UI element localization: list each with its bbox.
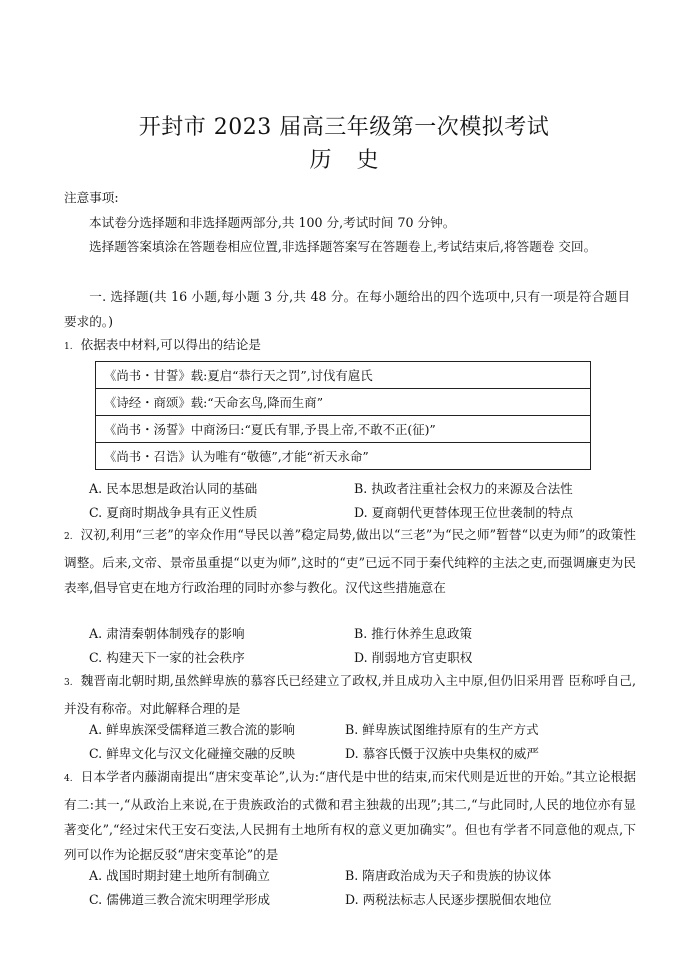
exam-title: 开封市 2023 届高三年级第一次模拟考试 xyxy=(138,115,550,140)
table-cell: 《尚书・甘誓》载:夏启“恭行天之罚”,讨伐有扈氏 xyxy=(96,362,591,389)
option-c[interactable]: C. 夏商时期战争具有正义性质 xyxy=(89,505,258,520)
option-b[interactable]: B. 隋唐政治成为天子和贵族的协议体 xyxy=(345,868,552,883)
question-2-stem: 2. 汉初,利用“三老”的宰众作用“导民以善”稳定局势,做出以“三老”为“民之师”暂替“以吏为师”的政策性调整。后来,文帝、景帝虽重提“以吏为师”,这时的“吏”已远不同于秦代纯粹的主法之吏,而强调廉吏为民表率,倡导官吏在地方行政治理的同时亦参与教化。汉代这些措施意在 xyxy=(64,527,636,595)
table-row xyxy=(96,416,591,443)
question-number: 3. xyxy=(64,678,73,688)
option-d[interactable]: D. 两税法标志人民逐步摆脱佃农地位 xyxy=(345,892,552,907)
question-number: 1. xyxy=(64,342,73,352)
option-a[interactable]: A. 战国时期封建土地所有制确立 xyxy=(89,868,270,883)
option-b[interactable]: B. 执政者注重社会权力的来源及合法性 xyxy=(354,481,573,496)
table-row xyxy=(96,443,591,470)
notice-line-2: 选择题答案填涂在答题卷相应位置,非选择题答案写在答题卷上,考试结束后,将答题卷 交回。 xyxy=(89,239,597,254)
option-d[interactable]: D. 夏商朝代更替体现王位世袭制的特点 xyxy=(354,505,574,520)
table-cell: 《尚书・汤誓》中商汤曰:“夏氏有罪,予畏上帝,不敢不正(征)” xyxy=(96,416,591,443)
source-table xyxy=(95,361,591,470)
table-row xyxy=(96,389,591,416)
question-number: 2. xyxy=(64,532,73,542)
table-cell: 《诗经・商颂》载:“天命玄鸟,降而生商” xyxy=(96,389,591,416)
option-d[interactable]: D. 慕容氏慑于汉族中央集权的威严 xyxy=(345,746,539,761)
section-heading: 一. 选择题(共 16 小题,每小题 3 分,共 48 分。在每小题给出的四个选项中,只有一项是符合题目要求的。) xyxy=(64,289,630,329)
question-1-stem: 1. 依据表中材料,可以得出的结论是 xyxy=(64,337,261,352)
option-c[interactable]: C. 构建天下一家的社会秩序 xyxy=(89,650,245,665)
option-c[interactable]: C. 鲜卑文化与汉文化碰撞交融的反映 xyxy=(89,746,296,761)
option-d[interactable]: D. 削弱地方官吏职权 xyxy=(354,650,473,665)
notice-line-1: 本试卷分选择题和非选择题两部分,共 100 分,考试时间 70 分钟。 xyxy=(89,215,456,230)
option-b[interactable]: B. 推行休养生息政策 xyxy=(354,626,473,641)
question-number: 4. xyxy=(64,774,73,784)
option-a[interactable]: A. 肃清秦朝体制残存的影响 xyxy=(89,626,245,641)
option-a[interactable]: A. 民本思想是政治认同的基础 xyxy=(89,481,258,496)
notice-heading: 注意事项: xyxy=(64,190,119,205)
table-row xyxy=(96,362,591,389)
subject-title: 历 史 xyxy=(309,148,379,173)
option-b[interactable]: B. 鲜卑族试图维持原有的生产方式 xyxy=(345,722,539,737)
question-4-stem: 4. 日本学者内藤湖南提出“唐宋变革论”,认为:“唐代是中世的结束,而宋代则是近世的开始。”其立论根据有二:其一,“从政治上来说,在于贵族政治的式微和君主独裁的出现”;其二,“与此同时,人民的地位亦有显著变化”,“经过宋代王安石变法,人民拥有土地所有权的意义更加确实”。但也有学者不同意他的观点,下列可以作为论据反驳“唐宋变革论”的是 xyxy=(64,769,636,862)
option-c[interactable]: C. 儒佛道三教合流宋明理学形成 xyxy=(89,892,270,907)
option-a[interactable]: A. 鲜卑族深受儒释道三教合流的影响 xyxy=(89,722,296,737)
table-cell: 《尚书・召诰》认为唯有“敬德”,才能“祈天永命” xyxy=(96,443,591,470)
question-3-stem: 3. 魏晋南北朝时期,虽然鲜卑族的慕容氏已经建立了政权,并且成功入主中原,但仍旧采用晋 臣称呼自己,并没有称帝。对此解释合理的是 xyxy=(64,673,636,716)
